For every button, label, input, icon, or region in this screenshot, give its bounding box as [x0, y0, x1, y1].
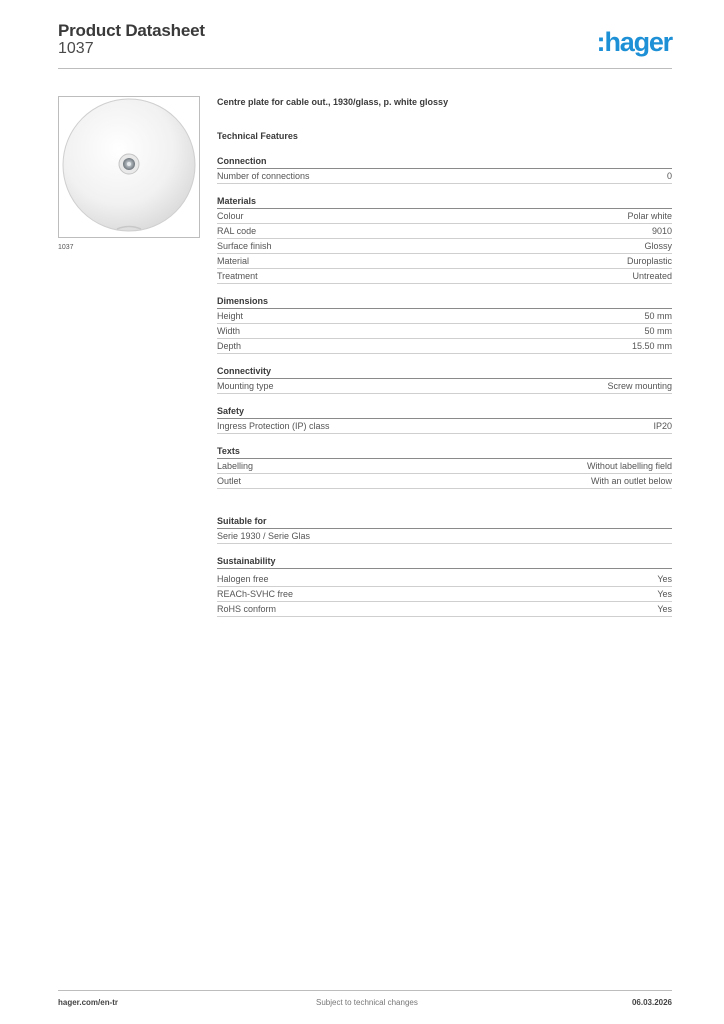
section-connection	[217, 155, 672, 184]
section-dimensions	[217, 295, 672, 354]
spec-value: Untreated	[632, 271, 672, 281]
section-title: Materials	[217, 195, 672, 209]
spec-value: Duroplastic	[626, 256, 672, 266]
spec-value: Glossy	[644, 241, 672, 251]
spec-row	[217, 572, 672, 587]
document-number: 1037	[58, 40, 94, 57]
section-sustainability	[217, 555, 672, 617]
spec-label: Height	[217, 311, 244, 321]
product-description: Centre plate for cable out., 1930/glass, p. white glossy	[217, 97, 449, 107]
footer-divider	[58, 990, 672, 991]
spec-label: Treatment	[217, 271, 258, 281]
section-connectivity	[217, 365, 672, 394]
spec-label: Surface finish	[217, 241, 272, 251]
suitable-item	[217, 529, 672, 544]
section-texts	[217, 445, 672, 489]
spec-value: 50 mm	[644, 326, 672, 336]
spec-label: RoHS conform	[217, 604, 277, 614]
footer-date: 06.03.2026	[631, 998, 672, 1007]
spec-value: 15.50 mm	[631, 341, 672, 351]
spec-row	[217, 419, 672, 434]
section-title: Dimensions	[217, 295, 672, 309]
logo-text: hager	[604, 27, 672, 57]
footer-notice: Subject to technical changes	[316, 998, 418, 1007]
spec-value: Polar white	[627, 211, 672, 221]
spec-label: Depth	[217, 341, 242, 351]
spec-value: 9010	[651, 226, 672, 236]
spec-label: Material	[217, 256, 250, 266]
spec-row	[217, 587, 672, 602]
section-suitable-for	[217, 515, 672, 544]
spec-row	[217, 254, 672, 269]
section-title: Suitable for	[217, 515, 672, 529]
section-title: Sustainability	[217, 555, 672, 569]
spec-row	[217, 324, 672, 339]
header-divider	[58, 68, 672, 69]
image-caption: 1037	[58, 244, 74, 251]
product-image	[58, 96, 200, 238]
spec-value: Screw mounting	[607, 381, 672, 391]
spec-value: Yes	[657, 589, 672, 599]
spec-label: REACh-SVHC free	[217, 589, 294, 599]
section-safety	[217, 405, 672, 434]
section-materials	[217, 195, 672, 284]
spec-label: Labelling	[217, 461, 254, 471]
centre-plate-illustration	[59, 97, 199, 237]
spec-label: Outlet	[217, 476, 242, 486]
spec-value: 50 mm	[644, 311, 672, 321]
spec-label: Width	[217, 326, 241, 336]
technical-features-heading: Technical Features	[217, 131, 298, 141]
spec-row	[217, 309, 672, 324]
spec-row	[217, 474, 672, 489]
suitable-label: Serie 1930 / Serie Glas	[217, 531, 311, 541]
spec-value: Without labelling field	[586, 461, 672, 471]
page-footer	[58, 998, 672, 1010]
spec-row	[217, 339, 672, 354]
spec-value: 0	[666, 171, 672, 181]
specifications	[217, 95, 672, 617]
spec-row	[217, 459, 672, 474]
spec-row	[217, 169, 672, 184]
section-title: Safety	[217, 405, 672, 419]
section-title: Connection	[217, 155, 672, 169]
spec-value: IP20	[653, 421, 672, 431]
spec-row	[217, 269, 672, 284]
spec-label: Mounting type	[217, 381, 274, 391]
spec-row	[217, 379, 672, 394]
hager-logo: :hager	[596, 27, 672, 57]
section-title: Connectivity	[217, 365, 672, 379]
spec-label: Ingress Protection (IP) class	[217, 421, 330, 431]
spec-row	[217, 209, 672, 224]
spec-value: Yes	[657, 574, 672, 584]
page-header	[58, 21, 672, 69]
spec-value: With an outlet below	[590, 476, 672, 486]
spec-label: Number of connections	[217, 171, 310, 181]
spec-value: Yes	[657, 604, 672, 614]
spec-label: Halogen free	[217, 574, 269, 584]
spec-label: RAL code	[217, 226, 257, 236]
footer-website-link[interactable]: hager.com/en-tr	[58, 998, 119, 1007]
spec-row	[217, 239, 672, 254]
spec-row	[217, 602, 672, 617]
spec-label: Colour	[217, 211, 244, 221]
spec-row	[217, 224, 672, 239]
document-title: Product Datasheet	[58, 21, 205, 40]
section-title: Texts	[217, 445, 672, 459]
